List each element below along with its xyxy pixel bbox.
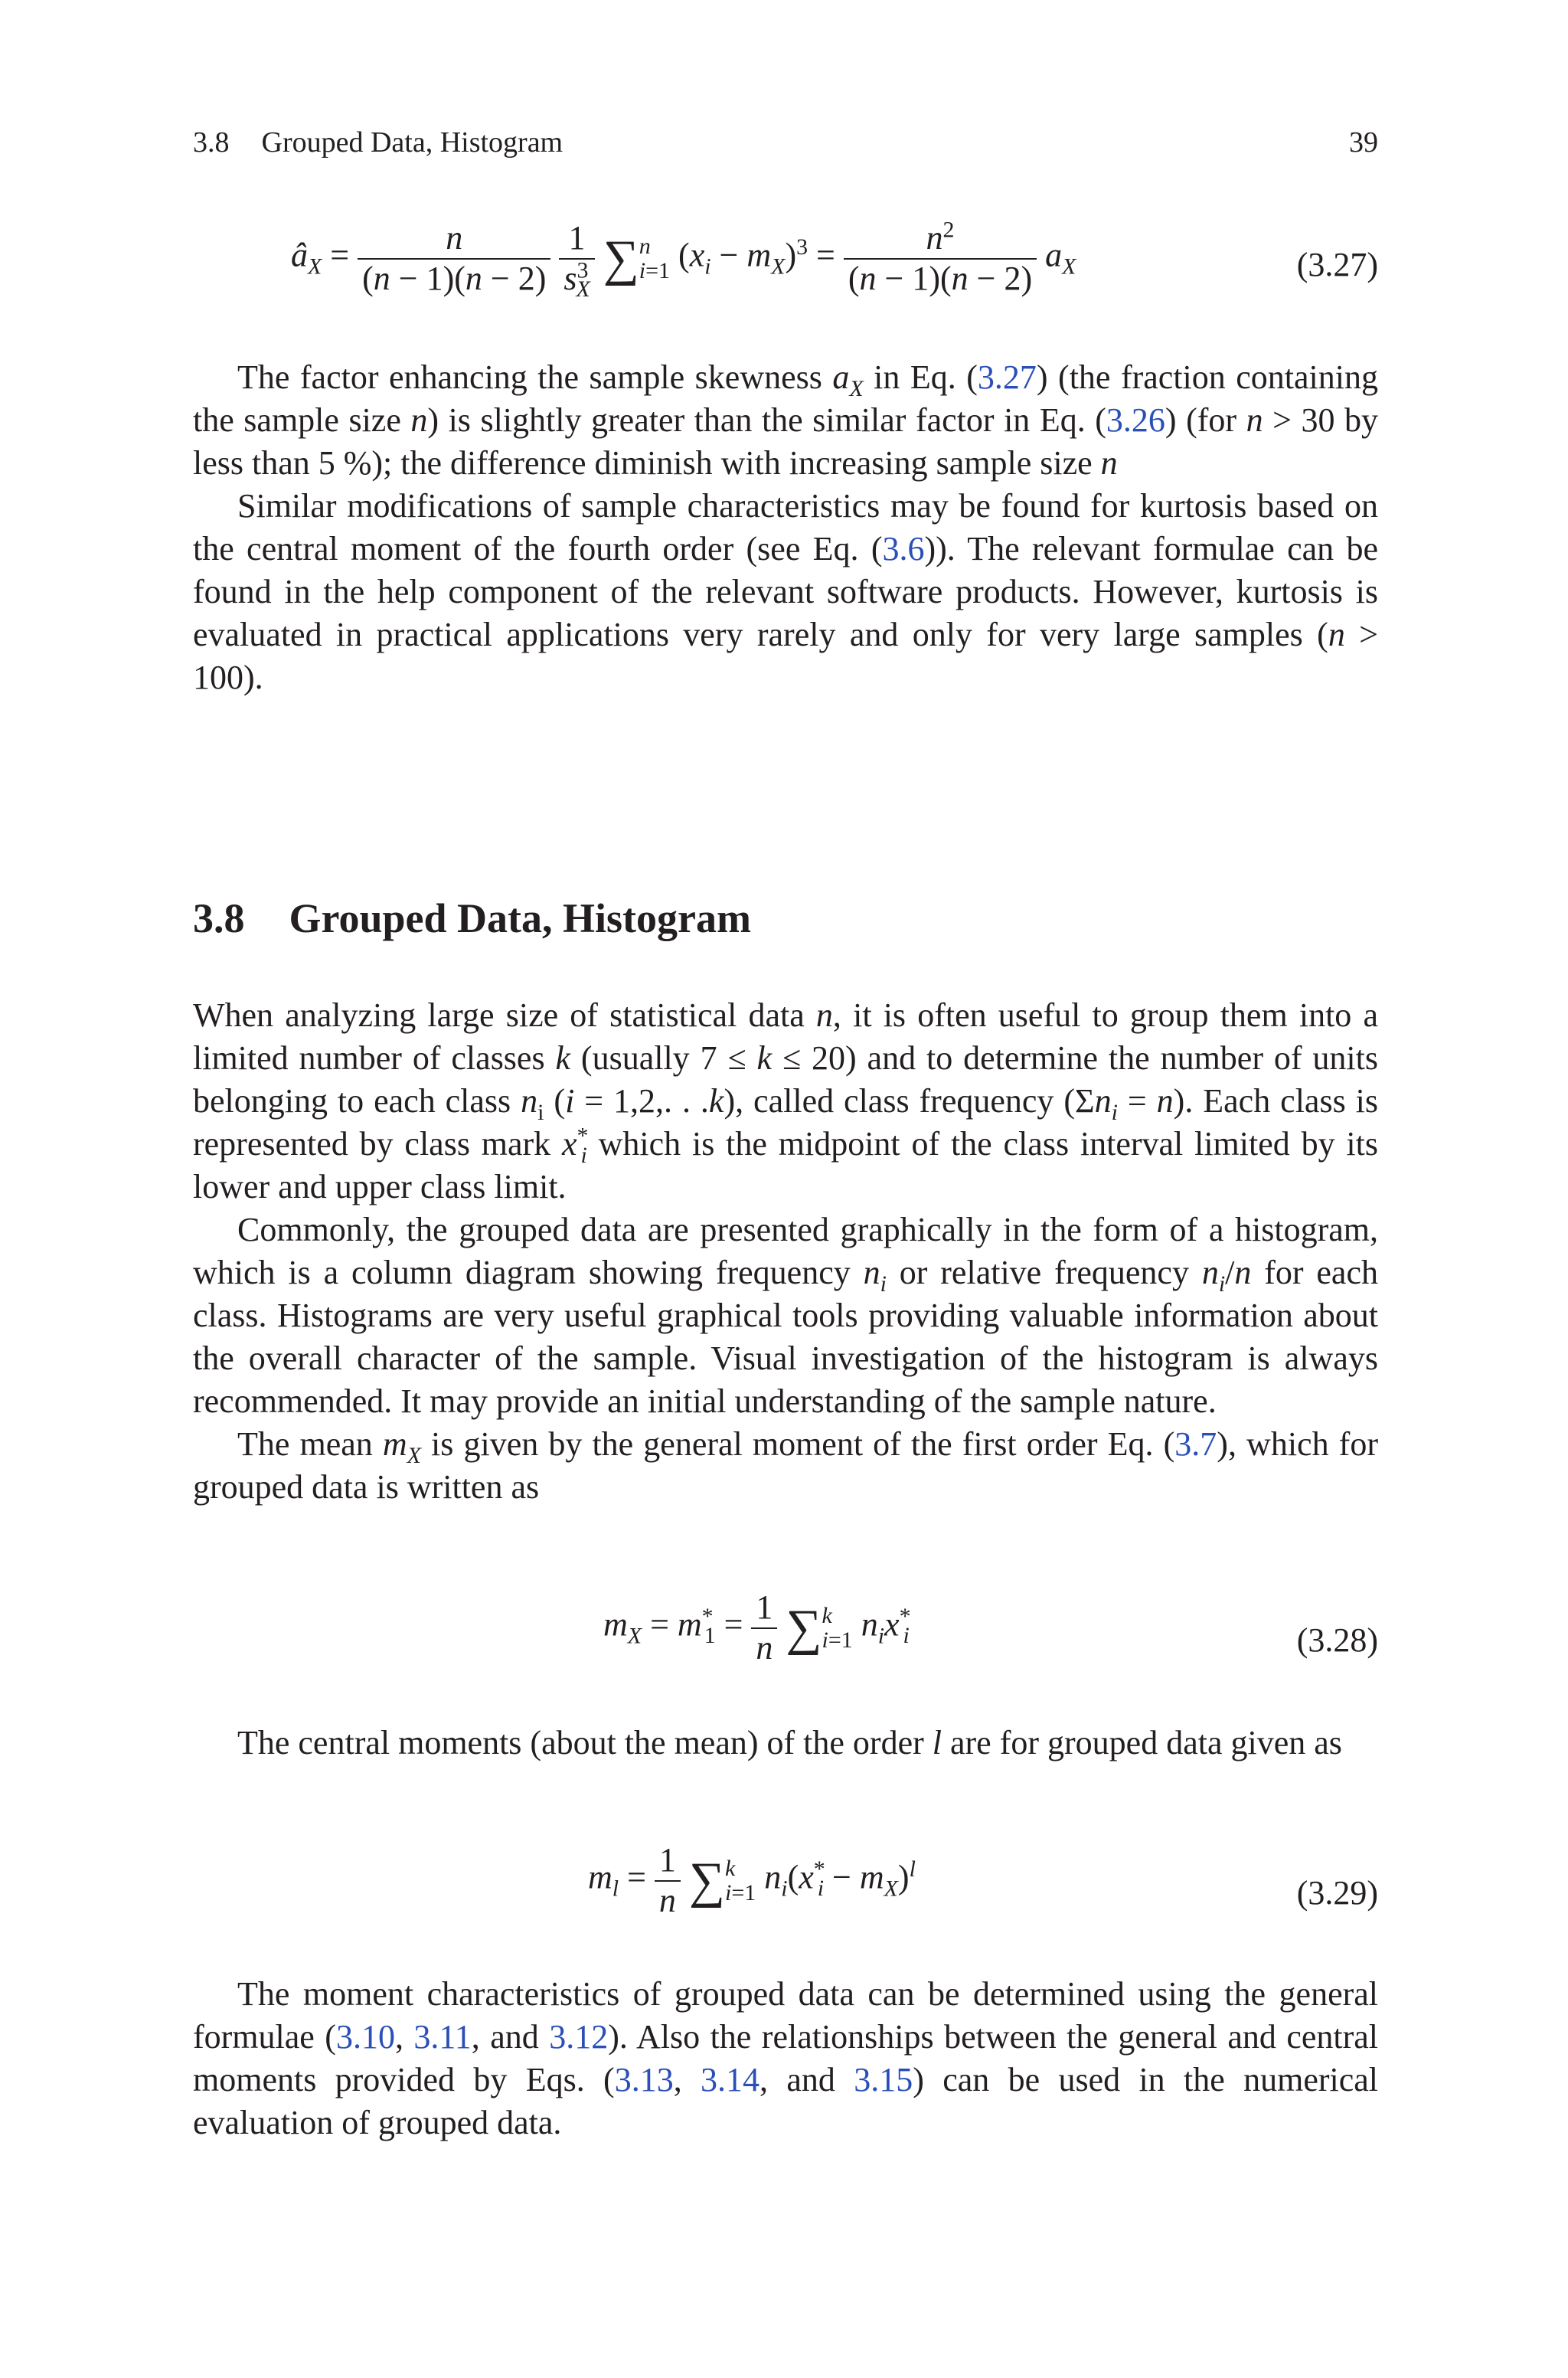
- paragraph: Similar modifications of sample characteristics may be found for kurtosis based on the central moment of the fourth order (see Eq. (3.6)). The relevant formulae can be found in the help component of the relevant software products. However, kurtosis is evaluated in practical applications very rarely and only for very large samples (n > 100).: [193, 487, 1378, 696]
- equation-number: (3.29): [1296, 1874, 1378, 1912]
- paragraph: The factor enhancing the sample skewness $a_X$ in Eq. (3.27) (the fraction containing the sample size n) is slightly greater than the similar factor in Eq. (3.26) (for n > 30 by less than 5 %); the difference diminish with increasing sample size n: [193, 358, 1378, 482]
- equation-3-28-body: $m_X = m^*_1$ = $\frac{1}{n}$ ∑ k i=1 $n_ix^*_i$: [603, 1588, 911, 1667]
- equation-link[interactable]: 3.6: [882, 530, 925, 568]
- paragraph: The central moments (about the mean) of the order l are for grouped data given as: [237, 1724, 1342, 1761]
- equation-3-27-body: $â_X$ = $\frac{n}{(n - 1)(n - 2)}$ $\frac{1}{s^3_X}$ ∑ n i=1 $(x_i - m_X)^3$ = $\frac{n^2}{(n - 1)(n - 2)}$ $a_X$: [291, 217, 1076, 303]
- equation-3-27: [193, 214, 1378, 322]
- equation-link[interactable]: 3.12: [549, 2018, 609, 2056]
- equation-3-28: [193, 1585, 1378, 1693]
- running-head-section: [193, 126, 563, 159]
- text-block-2: [193, 994, 1378, 1509]
- heading-number: 3.8: [193, 895, 245, 941]
- equation-link[interactable]: 3.7: [1174, 1425, 1217, 1463]
- equation-link[interactable]: 3.11: [413, 2018, 472, 2056]
- page-number: 39: [1349, 126, 1378, 159]
- text-block-4: [193, 1973, 1378, 2144]
- section-heading: [193, 895, 751, 942]
- text-block-3: [193, 1722, 1378, 1765]
- paragraph: The mean $m_X$ is given by the general moment of the first order Eq. (3.7), which for grouped data is written as: [193, 1425, 1378, 1506]
- equation-number: (3.27): [1296, 246, 1378, 283]
- equation-number: (3.28): [1296, 1621, 1378, 1659]
- equation-3-29: [193, 1838, 1378, 1945]
- running-head: [193, 126, 1378, 159]
- paragraph: When analyzing large size of statistical data n, it is often useful to group them into a limited number of classes k (usually 7 ≤ k ≤ 20) and to determine the number of units belonging to each class $n_i$ (i = 1,2,. . .k), called class frequency $(\Sigma n_i = n)$. Each class is represented by class mark $x^*_i$ which is the midpoint of the class interval limited by its lower and upper class limit.: [193, 996, 1378, 1205]
- running-head-number: 3.8: [193, 126, 230, 159]
- equation-3-29-body: $m_l$ = $\frac{1}{n}$ ∑ k i=1 $n_i(x^*_i - m_X)^l$: [588, 1841, 916, 1919]
- equation-link[interactable]: 3.10: [335, 2018, 395, 2056]
- heading-title: Grouped Data, Histogram: [289, 895, 751, 941]
- running-head-title: Grouped Data, Histogram: [261, 126, 564, 159]
- paragraph: Commonly, the grouped data are presented graphically in the form of a histogram, which is a column diagram showing frequency $n_i$ or relative frequency $n_i/n$ for each class. Histograms are very useful graphical tools providing valuable information about the overall character of the sample. Visual investigation of the histogram is always recommended. It may provide an initial understanding of the sample nature.: [193, 1211, 1378, 1420]
- equation-link[interactable]: 3.27: [977, 358, 1037, 396]
- equation-link[interactable]: 3.13: [614, 2061, 674, 2098]
- text-block-1: [193, 356, 1378, 699]
- equation-link[interactable]: 3.15: [854, 2061, 913, 2098]
- equation-link[interactable]: 3.14: [701, 2061, 760, 2098]
- equation-link[interactable]: 3.26: [1106, 401, 1165, 439]
- paragraph: The moment characteristics of grouped data can be determined using the general formulae (3.10, 3.11, and 3.12). Also the relationships between the general and central moments provided by Eqs. (3.13, 3.14, and 3.15) can be used in the numerical evaluation of grouped data.: [193, 1975, 1379, 2141]
